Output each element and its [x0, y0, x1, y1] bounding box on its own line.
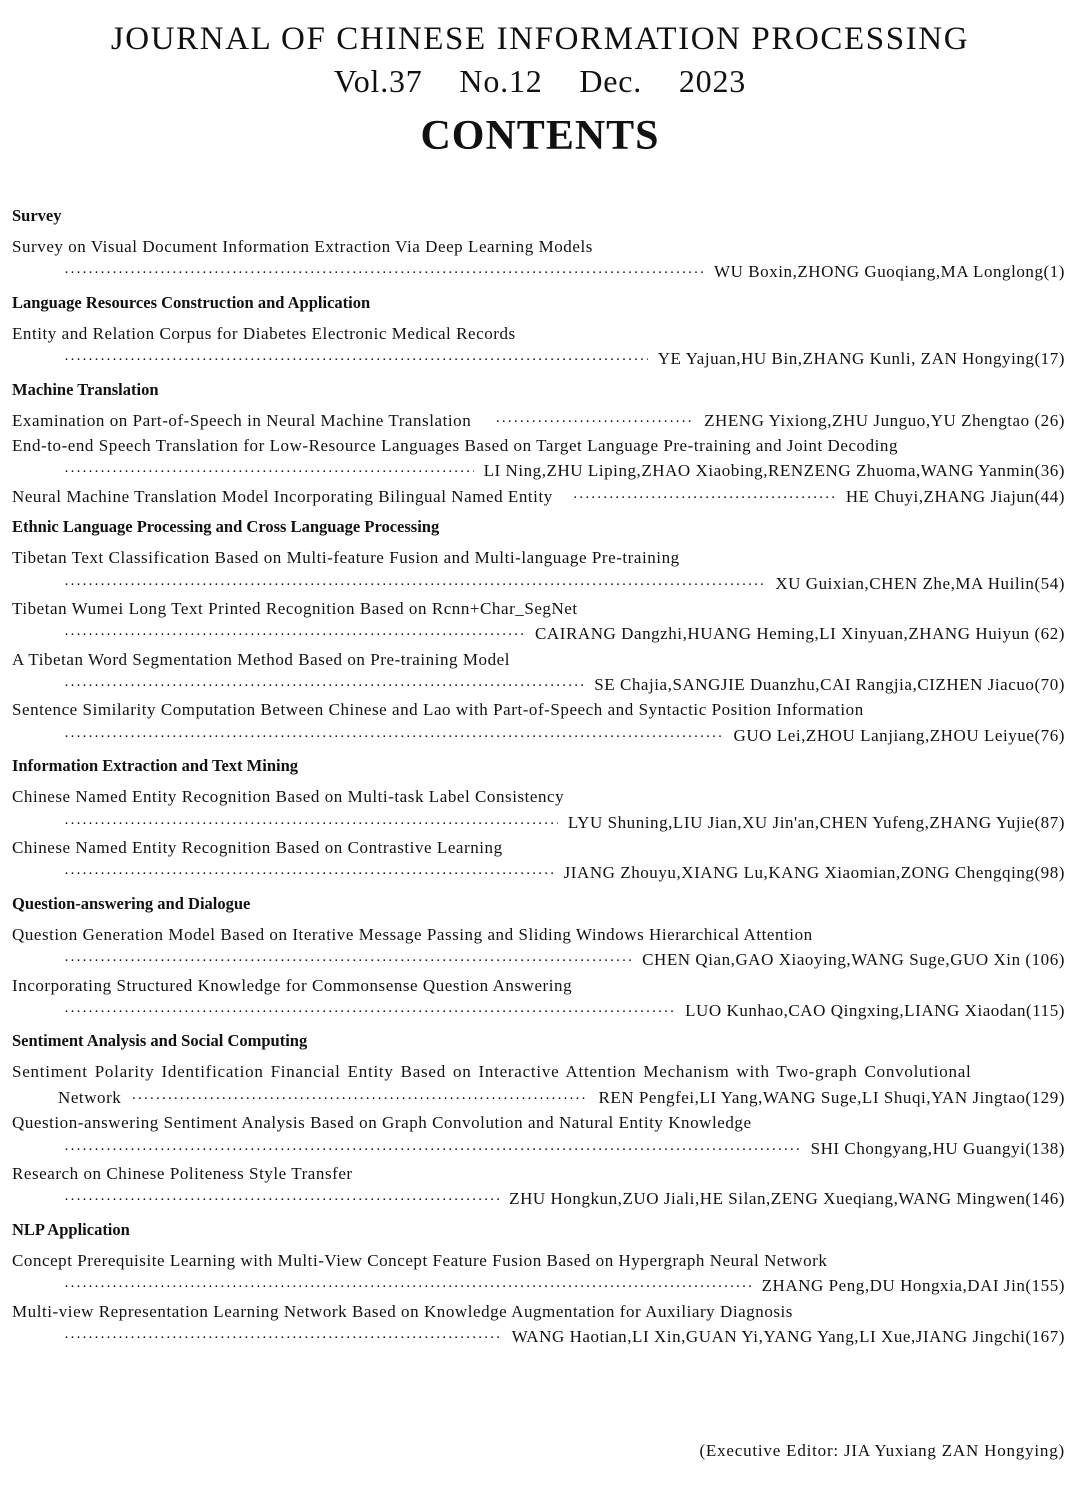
section-information-extraction	[12, 748, 1065, 886]
toc-entry-title	[12, 1161, 1065, 1186]
section-heading: Survey	[12, 206, 62, 225]
article-title: A Tibetan Word Segmentation Method Based on Pre-training Model	[12, 649, 510, 669]
article-authors: LI Ning,ZHU Liping,ZHAO Xiaobing,RENZENG Zhuoma,WANG Yanmin(36)	[483, 461, 1065, 481]
dot-leader	[64, 623, 525, 648]
toc-entry-authors	[12, 998, 1065, 1023]
executive-editor-note: (Executive Editor: JIA Yuxiang ZAN Hongying)	[699, 1441, 1065, 1460]
dot-leader	[64, 460, 474, 485]
toc-entry-title	[12, 321, 1065, 346]
issue-line	[0, 60, 1080, 102]
toc-entry-title	[12, 973, 1065, 998]
section-sentiment-analysis	[12, 1023, 1065, 1211]
section-heading: NLP Application	[12, 1219, 130, 1239]
issue-number: No.12	[459, 63, 543, 99]
article-title: Chinese Named Entity Recognition Based on Contrastive Learning	[12, 838, 503, 858]
toc-entry-title	[12, 1059, 1065, 1084]
article-authors: REN Pengfei,LI Yang,WANG Suge,LI Shuqi,YAN Jingtao(129)	[598, 1087, 1065, 1107]
toc-entry	[12, 484, 1065, 509]
article-authors: ZHENG Yixiong,ZHU Junguo,YU Zhengtao (26)	[704, 410, 1065, 430]
toc-entry-authors	[12, 723, 1065, 748]
toc-entry-authors	[12, 621, 1065, 646]
toc-entry-title	[12, 835, 1065, 860]
toc-entry-authors	[12, 1324, 1065, 1349]
section-heading: Question-answering and Dialogue	[12, 893, 251, 913]
section-heading: Information Extraction and Text Mining	[12, 756, 299, 776]
toc-entry-title	[12, 922, 1065, 947]
article-title: Incorporating Structured Knowledge for Commonsense Question Answering	[12, 975, 573, 995]
toc-entry-title	[12, 697, 1065, 722]
toc-entry-authors	[12, 860, 1065, 885]
section-heading: Machine Translation	[12, 379, 159, 399]
section-heading: Sentiment Analysis and Social Computing	[12, 1031, 308, 1051]
dot-leader	[64, 812, 558, 837]
section-survey	[12, 198, 1065, 285]
article-title: Question-answering Sentiment Analysis Based on Graph Convolution and Natural Entity Knowledge	[12, 1113, 752, 1133]
toc-entry	[12, 408, 1065, 433]
dot-leader	[64, 261, 704, 286]
section-question-answering	[12, 886, 1065, 1024]
article-title: Survey on Visual Document Information Extraction Via Deep Learning Models	[12, 237, 593, 256]
toc-entry-title	[12, 647, 1065, 672]
toc-entry-authors	[12, 1085, 1065, 1110]
toc-entry-title	[12, 1299, 1065, 1324]
dot-leader	[64, 1188, 499, 1213]
toc-entry-authors	[12, 1273, 1065, 1298]
table-of-contents	[12, 198, 1065, 1349]
article-title: Tibetan Wumei Long Text Printed Recognition Based on Rcnn+Char_SegNet	[12, 598, 578, 618]
toc-entry-title	[12, 545, 1065, 570]
article-title: Entity and Relation Corpus for Diabetes Electronic Medical Records	[12, 323, 516, 343]
volume: Vol.37	[333, 63, 423, 99]
dot-leader	[64, 949, 632, 974]
article-authors: CAIRANG Dangzhi,HUANG Heming,LI Xinyuan,ZHANG Huiyun (62)	[535, 624, 1065, 644]
issue-date: Dec. 2023	[579, 63, 747, 99]
toc-entry-authors	[12, 810, 1065, 835]
contents-title: CONTENTS	[420, 113, 660, 159]
article-authors: WANG Haotian,LI Xin,GUAN Yi,YANG Yang,LI Xue,JIANG Jingchi(167)	[511, 1326, 1065, 1346]
dot-leader	[64, 573, 765, 598]
toc-entry-authors	[12, 1136, 1065, 1161]
dot-leader	[64, 1326, 502, 1351]
article-title: Tibetan Text Classification Based on Multi-feature Fusion and Multi-language Pre-training	[12, 548, 680, 568]
page-header	[0, 0, 1080, 164]
toc-entry-authors	[12, 259, 1065, 284]
article-title: Examination on Part-of-Speech in Neural Machine Translation	[12, 410, 472, 430]
article-authors: SE Chajia,SANGJIE Duanzhu,CAI Rangjia,CIZHEN Jiacuo(70)	[594, 675, 1065, 695]
dot-leader	[64, 725, 724, 750]
dot-leader	[64, 1138, 801, 1163]
dot-leader	[64, 1000, 675, 1025]
toc-entry-title	[12, 234, 1065, 259]
section-machine-translation	[12, 372, 1065, 510]
article-authors: GUO Lei,ZHOU Lanjiang,ZHOU Leiyue(76)	[733, 725, 1065, 745]
journal-name: JOURNAL OF CHINESE INFORMATION PROCESSING	[110, 21, 970, 57]
toc-entry-title	[12, 596, 1065, 621]
article-authors: WU Boxin,ZHONG Guoqiang,MA Longlong(1)	[714, 262, 1065, 282]
toc-entry-authors	[12, 672, 1065, 697]
toc-entry-authors	[12, 571, 1065, 596]
toc-entry-authors	[12, 1186, 1065, 1211]
article-authors: YE Yajuan,HU Bin,ZHANG Kunli, ZAN Hongying(17)	[657, 349, 1065, 369]
toc-entry-title	[12, 784, 1065, 809]
article-authors: SHI Chongyang,HU Guangyi(138)	[810, 1138, 1065, 1158]
article-title: Neural Machine Translation Model Incorporating Bilingual Named Entity	[12, 486, 553, 506]
dot-leader	[573, 486, 836, 511]
dot-leader	[64, 348, 648, 373]
section-nlp-application	[12, 1212, 1065, 1350]
article-authors: ZHANG Peng,DU Hongxia,DAI Jin(155)	[761, 1276, 1065, 1296]
toc-entry-authors	[12, 458, 1065, 483]
article-authors: LYU Shuning,LIU Jian,XU Jin'an,CHEN Yufeng,ZHANG Yujie(87)	[567, 812, 1065, 832]
dot-leader	[64, 674, 584, 699]
article-authors: HE Chuyi,ZHANG Jiajun(44)	[845, 486, 1065, 506]
toc-entry-title	[12, 433, 1065, 458]
article-title-continued: Network	[58, 1087, 122, 1107]
toc-entry-authors	[12, 346, 1065, 371]
dot-leader	[131, 1087, 588, 1112]
article-authors: JIANG Zhouyu,XIANG Lu,KANG Xiaomian,ZONG Chengqing(98)	[563, 863, 1065, 883]
article-title: Concept Prerequisite Learning with Multi-View Concept Feature Fusion Based on Hypergraph Neural Network	[12, 1250, 828, 1270]
article-title: Sentiment Polarity Identification Financial Entity Based on Interactive Attention Mechanism with Two-graph Convolutional	[12, 1062, 972, 1082]
article-title: Question Generation Model Based on Iterative Message Passing and Sliding Windows Hierarchical Attention	[12, 924, 813, 944]
section-heading: Language Resources Construction and Application	[12, 292, 371, 312]
article-authors: ZHU Hongkun,ZUO Jiali,HE Silan,ZENG Xueqiang,WANG Mingwen(146)	[509, 1189, 1065, 1209]
dot-leader	[495, 410, 694, 435]
article-title: End-to-end Speech Translation for Low-Resource Languages Based on Target Language Pre-training and Joint Decoding	[12, 435, 899, 455]
section-ethnic-language	[12, 509, 1065, 748]
section-language-resources	[12, 285, 1065, 372]
article-authors: XU Guixian,CHEN Zhe,MA Huilin(54)	[775, 573, 1065, 593]
article-title: Sentence Similarity Computation Between Chinese and Lao with Part-of-Speech and Syntactic Position Information	[12, 700, 864, 720]
article-title: Chinese Named Entity Recognition Based on Multi-task Label Consistency	[12, 787, 565, 807]
dot-leader	[64, 1275, 752, 1300]
article-authors: CHEN Qian,GAO Xiaoying,WANG Suge,GUO Xin (106)	[642, 950, 1065, 970]
dot-leader	[64, 862, 554, 887]
section-heading: Ethnic Language Processing and Cross Language Processing	[12, 517, 440, 537]
toc-entry-title	[12, 1248, 1065, 1273]
article-authors: LUO Kunhao,CAO Qingxing,LIANG Xiaodan(115)	[685, 1000, 1065, 1020]
article-title: Multi-view Representation Learning Network Based on Knowledge Augmentation for Auxiliary Diagnosis	[12, 1301, 793, 1321]
article-title: Research on Chinese Politeness Style Transfer	[12, 1163, 353, 1183]
toc-entry-title	[12, 1110, 1065, 1135]
toc-entry-authors	[12, 947, 1065, 972]
